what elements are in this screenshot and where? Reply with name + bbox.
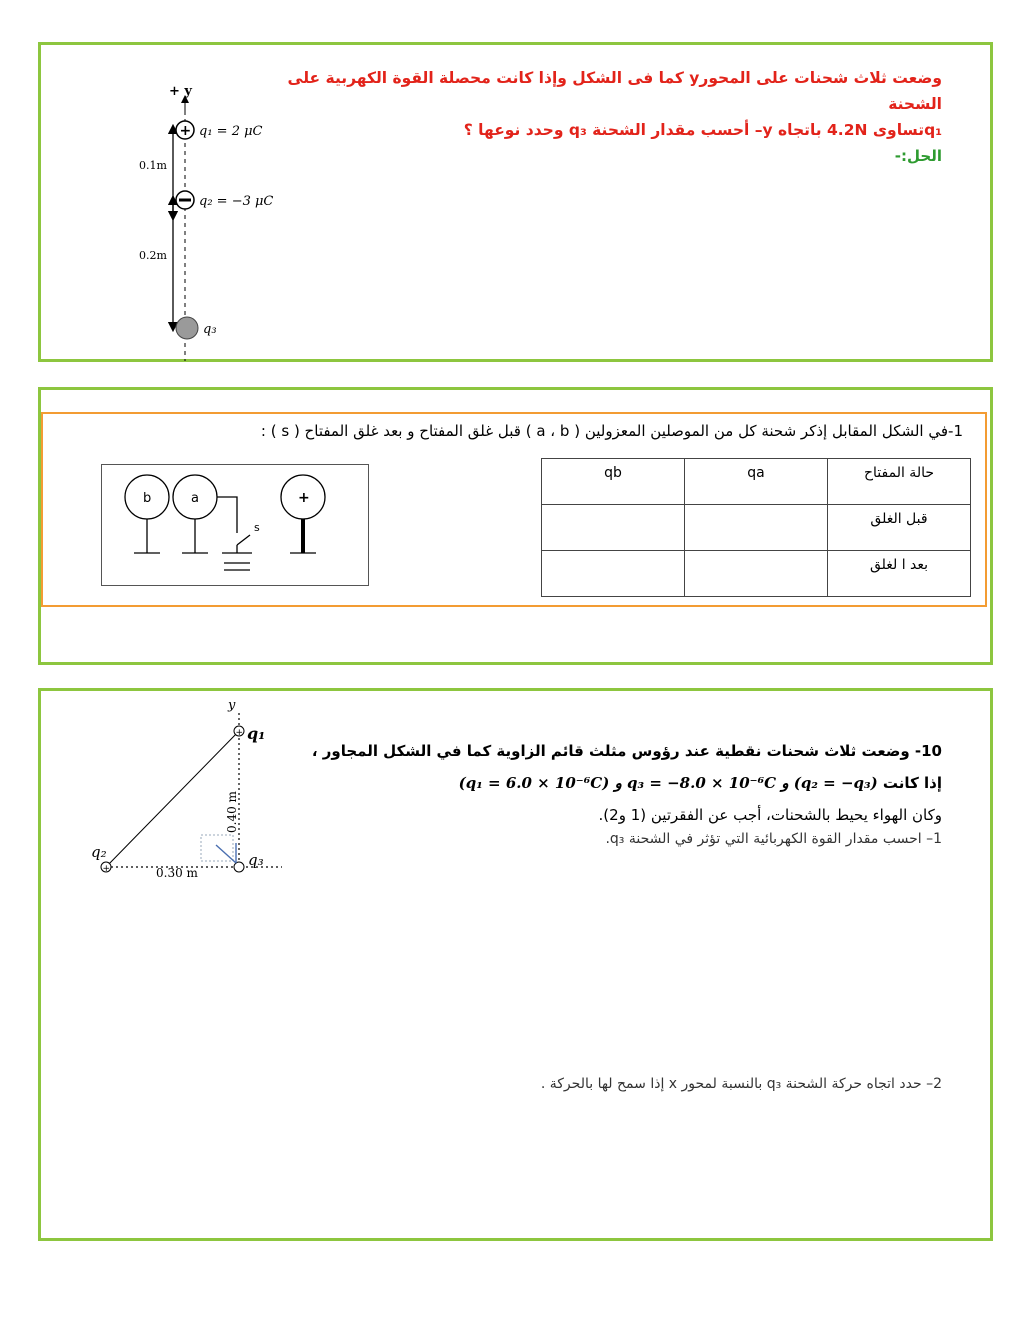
question-3-part-1: 1– احسب مقدار القوة الكهربائية التي تؤثر في الشحنة q₃. [605, 831, 942, 847]
q2-label: q₂ = −3 μC [199, 194, 274, 209]
conductors-circuit-figure [101, 464, 369, 586]
row-label-after: بعد ا لغلق [828, 551, 971, 597]
header-switch-state: حالة المفتاح [828, 459, 971, 505]
question-2-text: 1-في الشكل المقابل إذكر شحنة كل من الموصلين المعزولين ( a ، b ) قبل غلق المفتاح و بعد غلق المفتاح ( s ) : [260, 422, 963, 440]
question-2-frame [41, 412, 987, 607]
divider-line [351, 388, 601, 390]
q3-label: q₃ [248, 851, 264, 869]
q1-label: q₁ [247, 724, 266, 743]
condition-math: (q₁ = 6.0 × 10⁻⁶C) و q₃ = −8.0 × 10⁻⁶C و (q₂ = −q₃) [458, 774, 878, 792]
charged-sphere-label: + [298, 490, 310, 506]
question-1-line-2: q₁تساوى 4.2N باتجاه y– أحسب مقدار الشحنة q₃ وحدد نوعها ؟ [463, 121, 942, 139]
question-3-heading: 10- وضعت ثلاث شحنات نقطية عند رؤوس مثلث قائم الزاوية كما في الشكل المجاور ، [311, 742, 942, 760]
cell-qb-after[interactable] [542, 551, 685, 597]
cell-qa-after[interactable] [685, 551, 828, 597]
sphere-b-label: b [143, 491, 152, 506]
q2-label: q₂ [91, 843, 107, 861]
table-header-row [542, 459, 971, 505]
answer-table [541, 458, 971, 597]
question-box-3 [38, 688, 993, 1241]
distance-label-0-2m: 0.2m [139, 249, 167, 262]
question-1-text [282, 65, 942, 169]
question-3-part-2: 2– حدد اتجاه حركة الشحنة q₃ بالنسبة لمحور x إذا سمح لها بالحركة . [540, 1076, 942, 1092]
question-1-line-1: وضعت ثلاث شحنات على المحورy كما فى الشكل وإذا كانت محصلة القوة الكهربية على الشحنة [287, 69, 942, 113]
question-3-condition [292, 767, 942, 799]
plus-icon: + [235, 728, 244, 738]
sphere-a-label: a [191, 491, 199, 506]
q3-charge [176, 317, 198, 339]
cell-qa-before[interactable] [685, 505, 828, 551]
q3-charge [234, 862, 244, 872]
condition-prefix: إذا كانت [882, 774, 942, 792]
charges-on-y-axis-figure [121, 73, 301, 363]
table-row [542, 505, 971, 551]
plus-icon: + [179, 123, 192, 139]
question-box-1 [38, 42, 993, 362]
circuit-drawing [102, 465, 368, 585]
question-box-2 [38, 387, 993, 665]
vertical-distance-label: 0.40 m [225, 791, 239, 833]
table-row [542, 551, 971, 597]
y-axis-label: + y [169, 84, 192, 99]
cell-qb-before[interactable] [542, 505, 685, 551]
minus-icon [179, 199, 191, 202]
q3-label: q₃ [203, 322, 217, 337]
solution-label: الحل:- [894, 147, 942, 165]
header-qb: qb [542, 459, 685, 505]
question-3-air-line: وكان الهواء يحيط بالشحنات، أجب عن الفقرتين (1 و2). [598, 806, 942, 824]
hypotenuse [106, 731, 239, 867]
force-vector-hint [201, 835, 233, 861]
plus-icon: + [102, 864, 111, 874]
q1-label: q₁ = 2 μC [199, 124, 263, 139]
distance-label-0-1m: 0.1m [139, 159, 167, 172]
wire [217, 497, 237, 533]
row-label-before: قبل الغلق [828, 505, 971, 551]
switch-label: s [254, 521, 260, 534]
horizontal-distance-label: 0.30 m [156, 866, 198, 880]
y-axis-label: y [228, 698, 236, 713]
question-3-text [292, 735, 942, 831]
header-qa: qa [685, 459, 828, 505]
switch-s [237, 535, 250, 545]
